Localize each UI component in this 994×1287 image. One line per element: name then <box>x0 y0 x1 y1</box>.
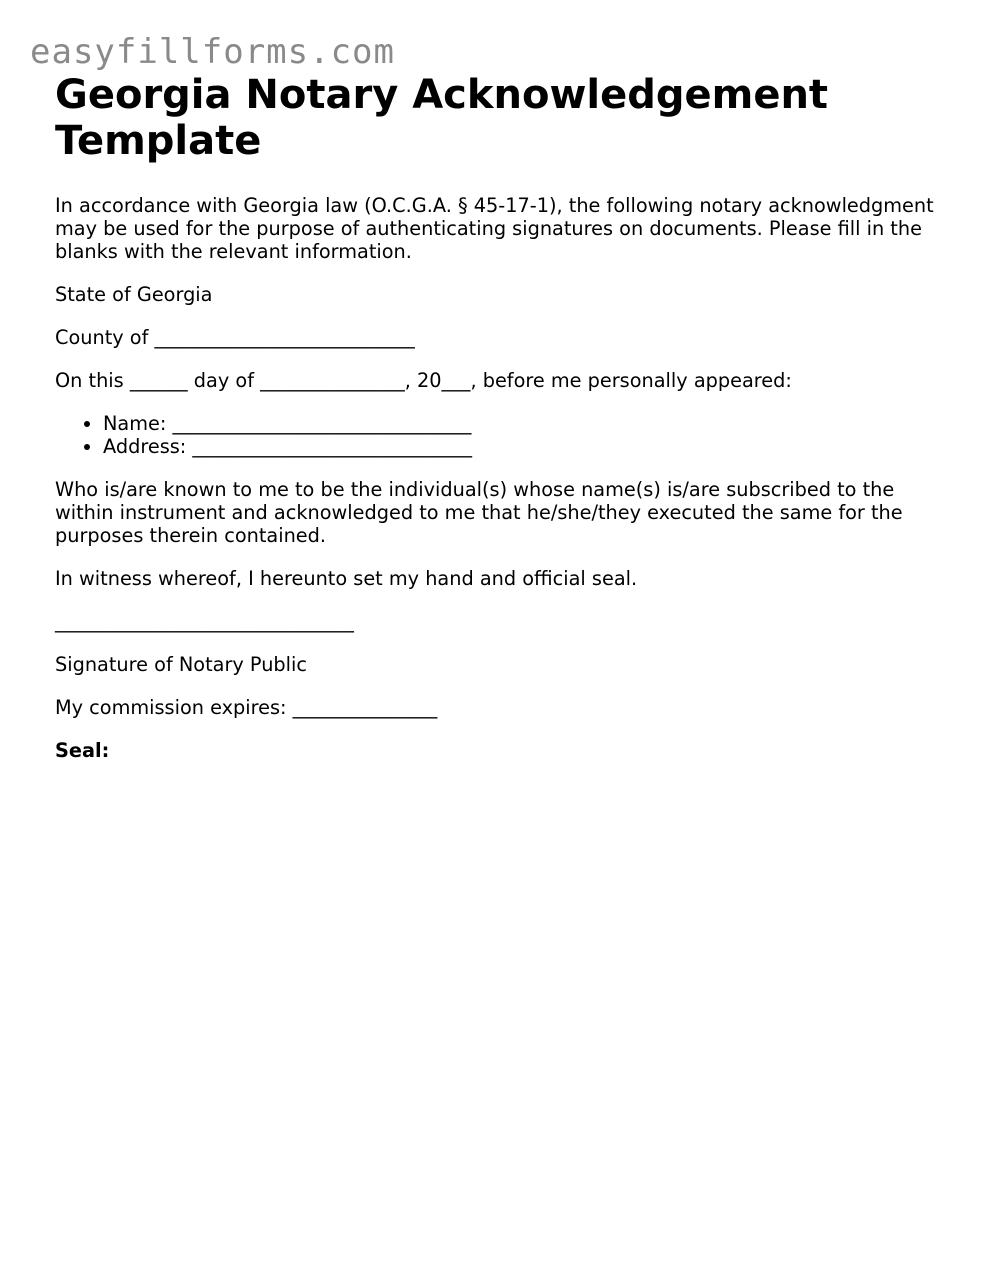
seal-label: Seal: <box>55 739 110 762</box>
commission-line: My commission expires: _______________ <box>55 696 438 719</box>
signature-line: _______________________________ <box>55 610 354 633</box>
appearance-line: On this ______ day of _______________, 20___, before me personally appeared: <box>55 369 792 392</box>
witness-line: In witness whereof, I hereunto set my hand and official seal. <box>55 567 638 590</box>
state-line: State of Georgia <box>55 283 213 306</box>
name-field-line: • Name: _______________________________ <box>103 412 955 435</box>
county-line: County of ___________________________ <box>55 326 415 349</box>
appearer-list <box>55 412 955 458</box>
acknowledgment-paragraph: Who is/are known to me to be the individual(s) whose name(s) is/are subscribed to the within instrument and acknowledged to me that he/she/they executed the same for the purposes therein contained. <box>55 478 903 547</box>
intro-paragraph: In accordance with Georgia law (O.C.G.A. § 45-17-1), the following notary acknowledgment may be used for the purpose of authenticating signatures on documents. Please fill in the blanks with the relevant information. <box>55 194 934 263</box>
watermark: easyfillforms.com <box>30 32 395 72</box>
address-field-line: • Address: _____________________________ <box>103 435 955 458</box>
document-title: Georgia Notary Acknowledgement Template <box>55 72 829 164</box>
document-page <box>55 72 955 762</box>
signature-label: Signature of Notary Public <box>55 653 307 676</box>
